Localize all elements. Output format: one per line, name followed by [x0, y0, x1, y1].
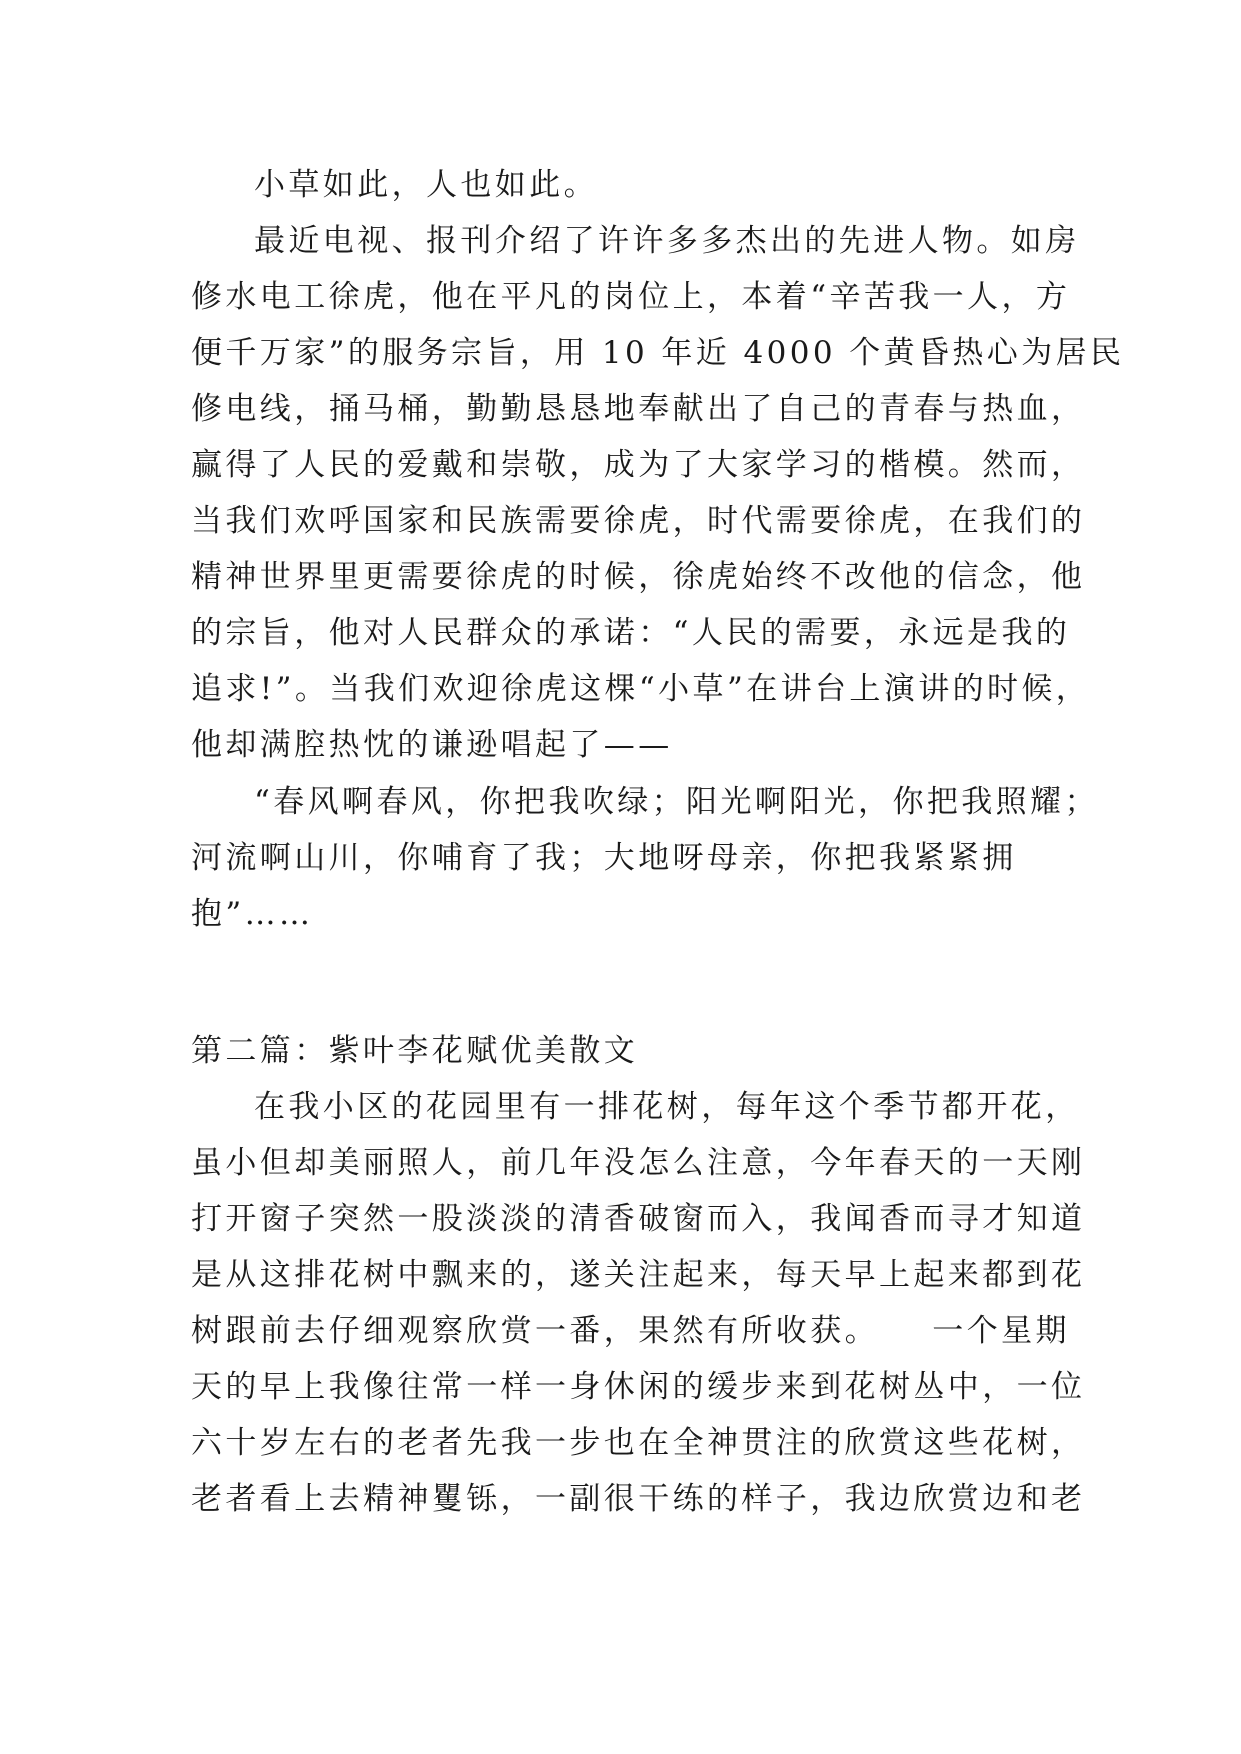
- text-line: 天的早上我像往常一样一身休闲的缓步来到花树丛中，一位: [191, 1369, 1086, 1405]
- text-line: 最近电视、报刊介绍了许许多多杰出的先进人物。如房: [254, 223, 1080, 259]
- text-line: 修电线，捅马桶，勤勤恳恳地奉献出了自己的青春与热血，: [191, 391, 1086, 427]
- section-heading: 第二篇：紫叶李花赋优美散文: [191, 1033, 639, 1069]
- text-line: 当我们欢呼国家和民族需要徐虎，时代需要徐虎，在我们的: [191, 503, 1086, 539]
- text-line: 是从这排花树中飘来的，遂关注起来，每天早上起来都到花: [191, 1257, 1086, 1293]
- text-line: 赢得了人民的爱戴和崇敬，成为了大家学习的楷模。然而，: [191, 447, 1086, 483]
- text-line: 树跟前去仔细观察欣赏一番，果然有所收获。 一个星期: [191, 1313, 1070, 1349]
- quote-line: “春风啊春风，你把我吹绿；阳光啊阳光，你把我照耀；: [254, 784, 1099, 820]
- text-line: 虽小但却美丽照人，前几年没怎么注意，今年春天的一天刚: [191, 1145, 1086, 1181]
- text-line: 他却满腔热忱的谦逊唱起了——: [191, 727, 673, 763]
- quote-line: 抱”……: [191, 896, 314, 932]
- text-line: 小草如此，人也如此。: [254, 167, 598, 203]
- quote-line: 河流啊山川，你哺育了我；大地呀母亲，你把我紧紧拥: [191, 840, 1017, 876]
- text-line: 精神世界里更需要徐虎的时候，徐虎始终不改他的信念，他: [191, 559, 1086, 595]
- text-line: 六十岁左右的老者先我一步也在全神贯注的欣赏这些花树，: [191, 1425, 1086, 1461]
- text-line: 的宗旨，他对人民群众的承诺：“人民的需要，永远是我的: [191, 615, 1071, 651]
- text-line: 打开窗子突然一股淡淡的清香破窗而入，我闻香而寻才知道: [191, 1201, 1086, 1237]
- text-line: 老者看上去精神矍铄，一副很干练的样子，我边欣赏边和老: [191, 1481, 1086, 1517]
- text-line: 在我小区的花园里有一排花树，每年这个季节都开花，: [254, 1089, 1080, 1125]
- text-line: 追求!”。当我们欢迎徐虎这棵“小草”在讲台上演讲的时候，: [191, 671, 1091, 707]
- text-line: 便千万家”的服务宗旨，用 10 年近 4000 个黄昏热心为居民: [191, 335, 1125, 371]
- text-line: 修水电工徐虎，他在平凡的岗位上，本着“辛苦我一人，方: [191, 279, 1071, 315]
